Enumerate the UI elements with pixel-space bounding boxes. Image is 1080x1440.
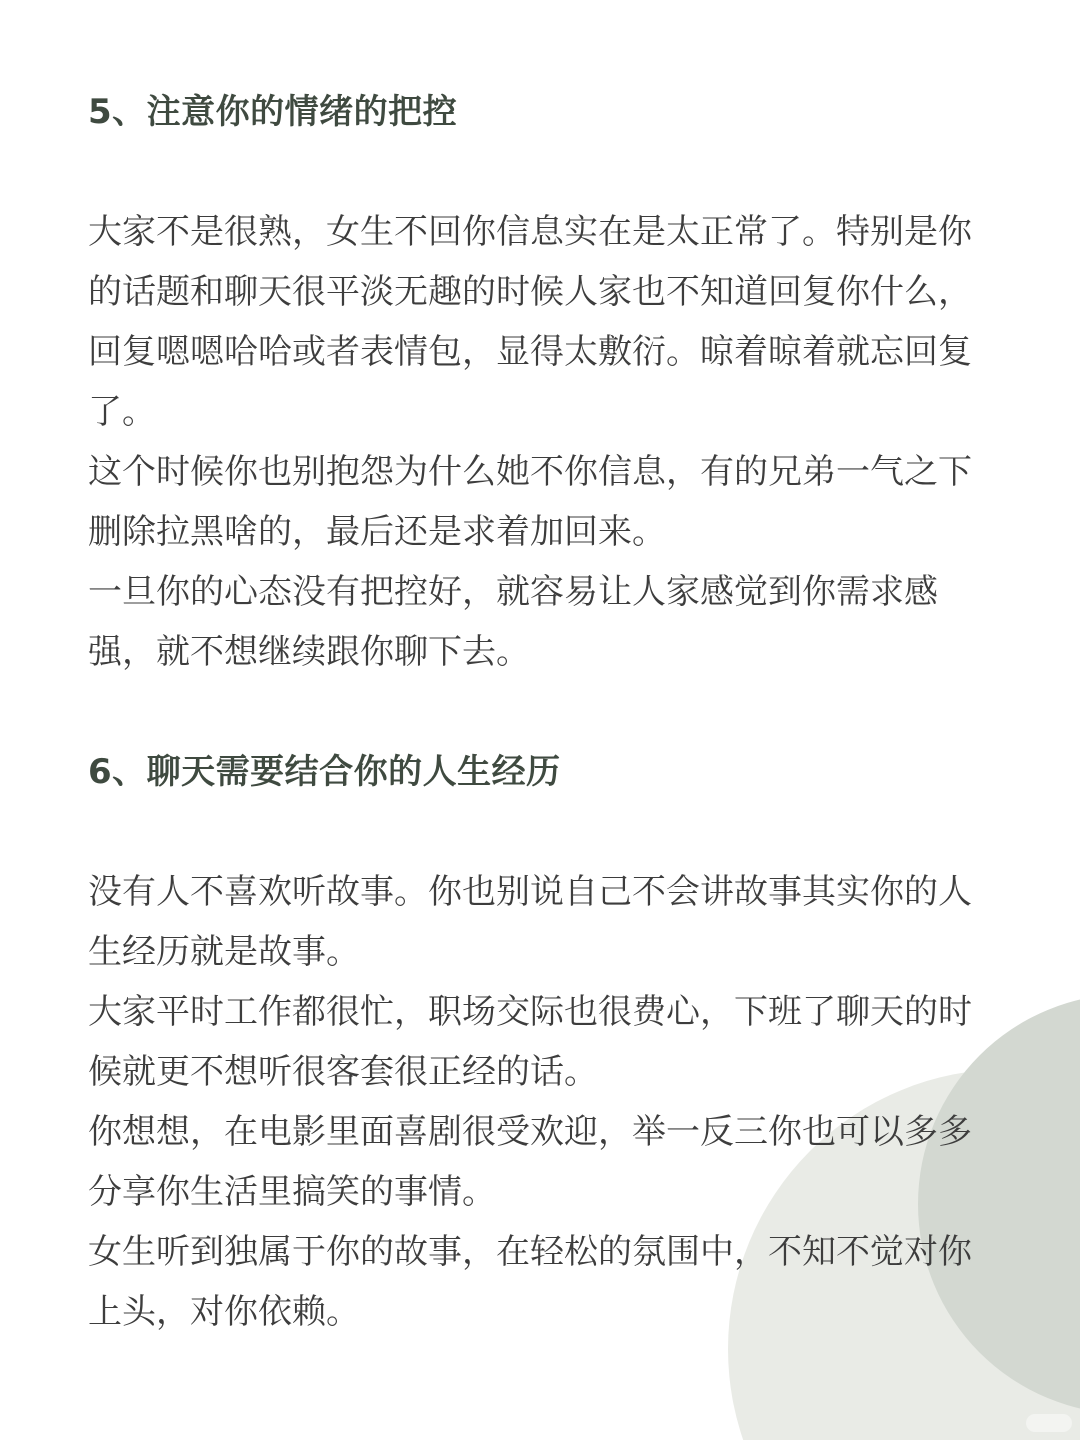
section-5-body xyxy=(88,202,1008,682)
paragraph-line: 分享你生活里搞笑的事情。 xyxy=(88,1172,496,1212)
paragraph-line: 了。 xyxy=(88,392,156,432)
paragraph-line: 大家平时工作都很忙，职场交际也很费心，下班了聊天的时 xyxy=(88,992,972,1032)
paragraph-line: 女生听到独属于你的故事，在轻松的氛围中，不知不觉对你 xyxy=(88,1232,972,1272)
paragraph-line: 没有人不喜欢听故事。你也别说自己不会讲故事其实你的人 xyxy=(88,872,972,912)
paragraph-line: 上头，对你依赖。 xyxy=(88,1292,360,1332)
watermark-badge xyxy=(1026,1414,1072,1432)
paragraph-line: 的话题和聊天很平淡无趣的时候人家也不知道回复你什么， xyxy=(88,272,972,312)
section-5-heading: 5、注意你的情绪的把控 xyxy=(88,92,458,132)
section-6-body xyxy=(88,862,1008,1342)
paragraph-line: 生经历就是故事。 xyxy=(88,932,360,972)
paragraph-line: 这个时候你也别抱怨为什么她不你信息，有的兄弟一气之下 xyxy=(88,452,972,492)
paragraph-line: 回复嗯嗯哈哈或者表情包，显得太敷衍。晾着晾着就忘回复 xyxy=(88,332,972,372)
paragraph-line: 强，就不想继续跟你聊下去。 xyxy=(88,632,530,672)
paragraph-line: 一旦你的心态没有把控好，就容易让人家感觉到你需求感 xyxy=(88,572,938,612)
section-6-heading: 6、聊天需要结合你的人生经历 xyxy=(88,752,561,792)
paragraph-line: 候就更不想听很客套很正经的话。 xyxy=(88,1052,598,1092)
paragraph-line: 删除拉黑啥的，最后还是求着加回来。 xyxy=(88,512,666,552)
paragraph-line: 你想想，在电影里面喜剧很受欢迎，举一反三你也可以多多 xyxy=(88,1112,972,1152)
paragraph-line: 大家不是很熟，女生不回你信息实在是太正常了。特别是你 xyxy=(88,212,972,252)
